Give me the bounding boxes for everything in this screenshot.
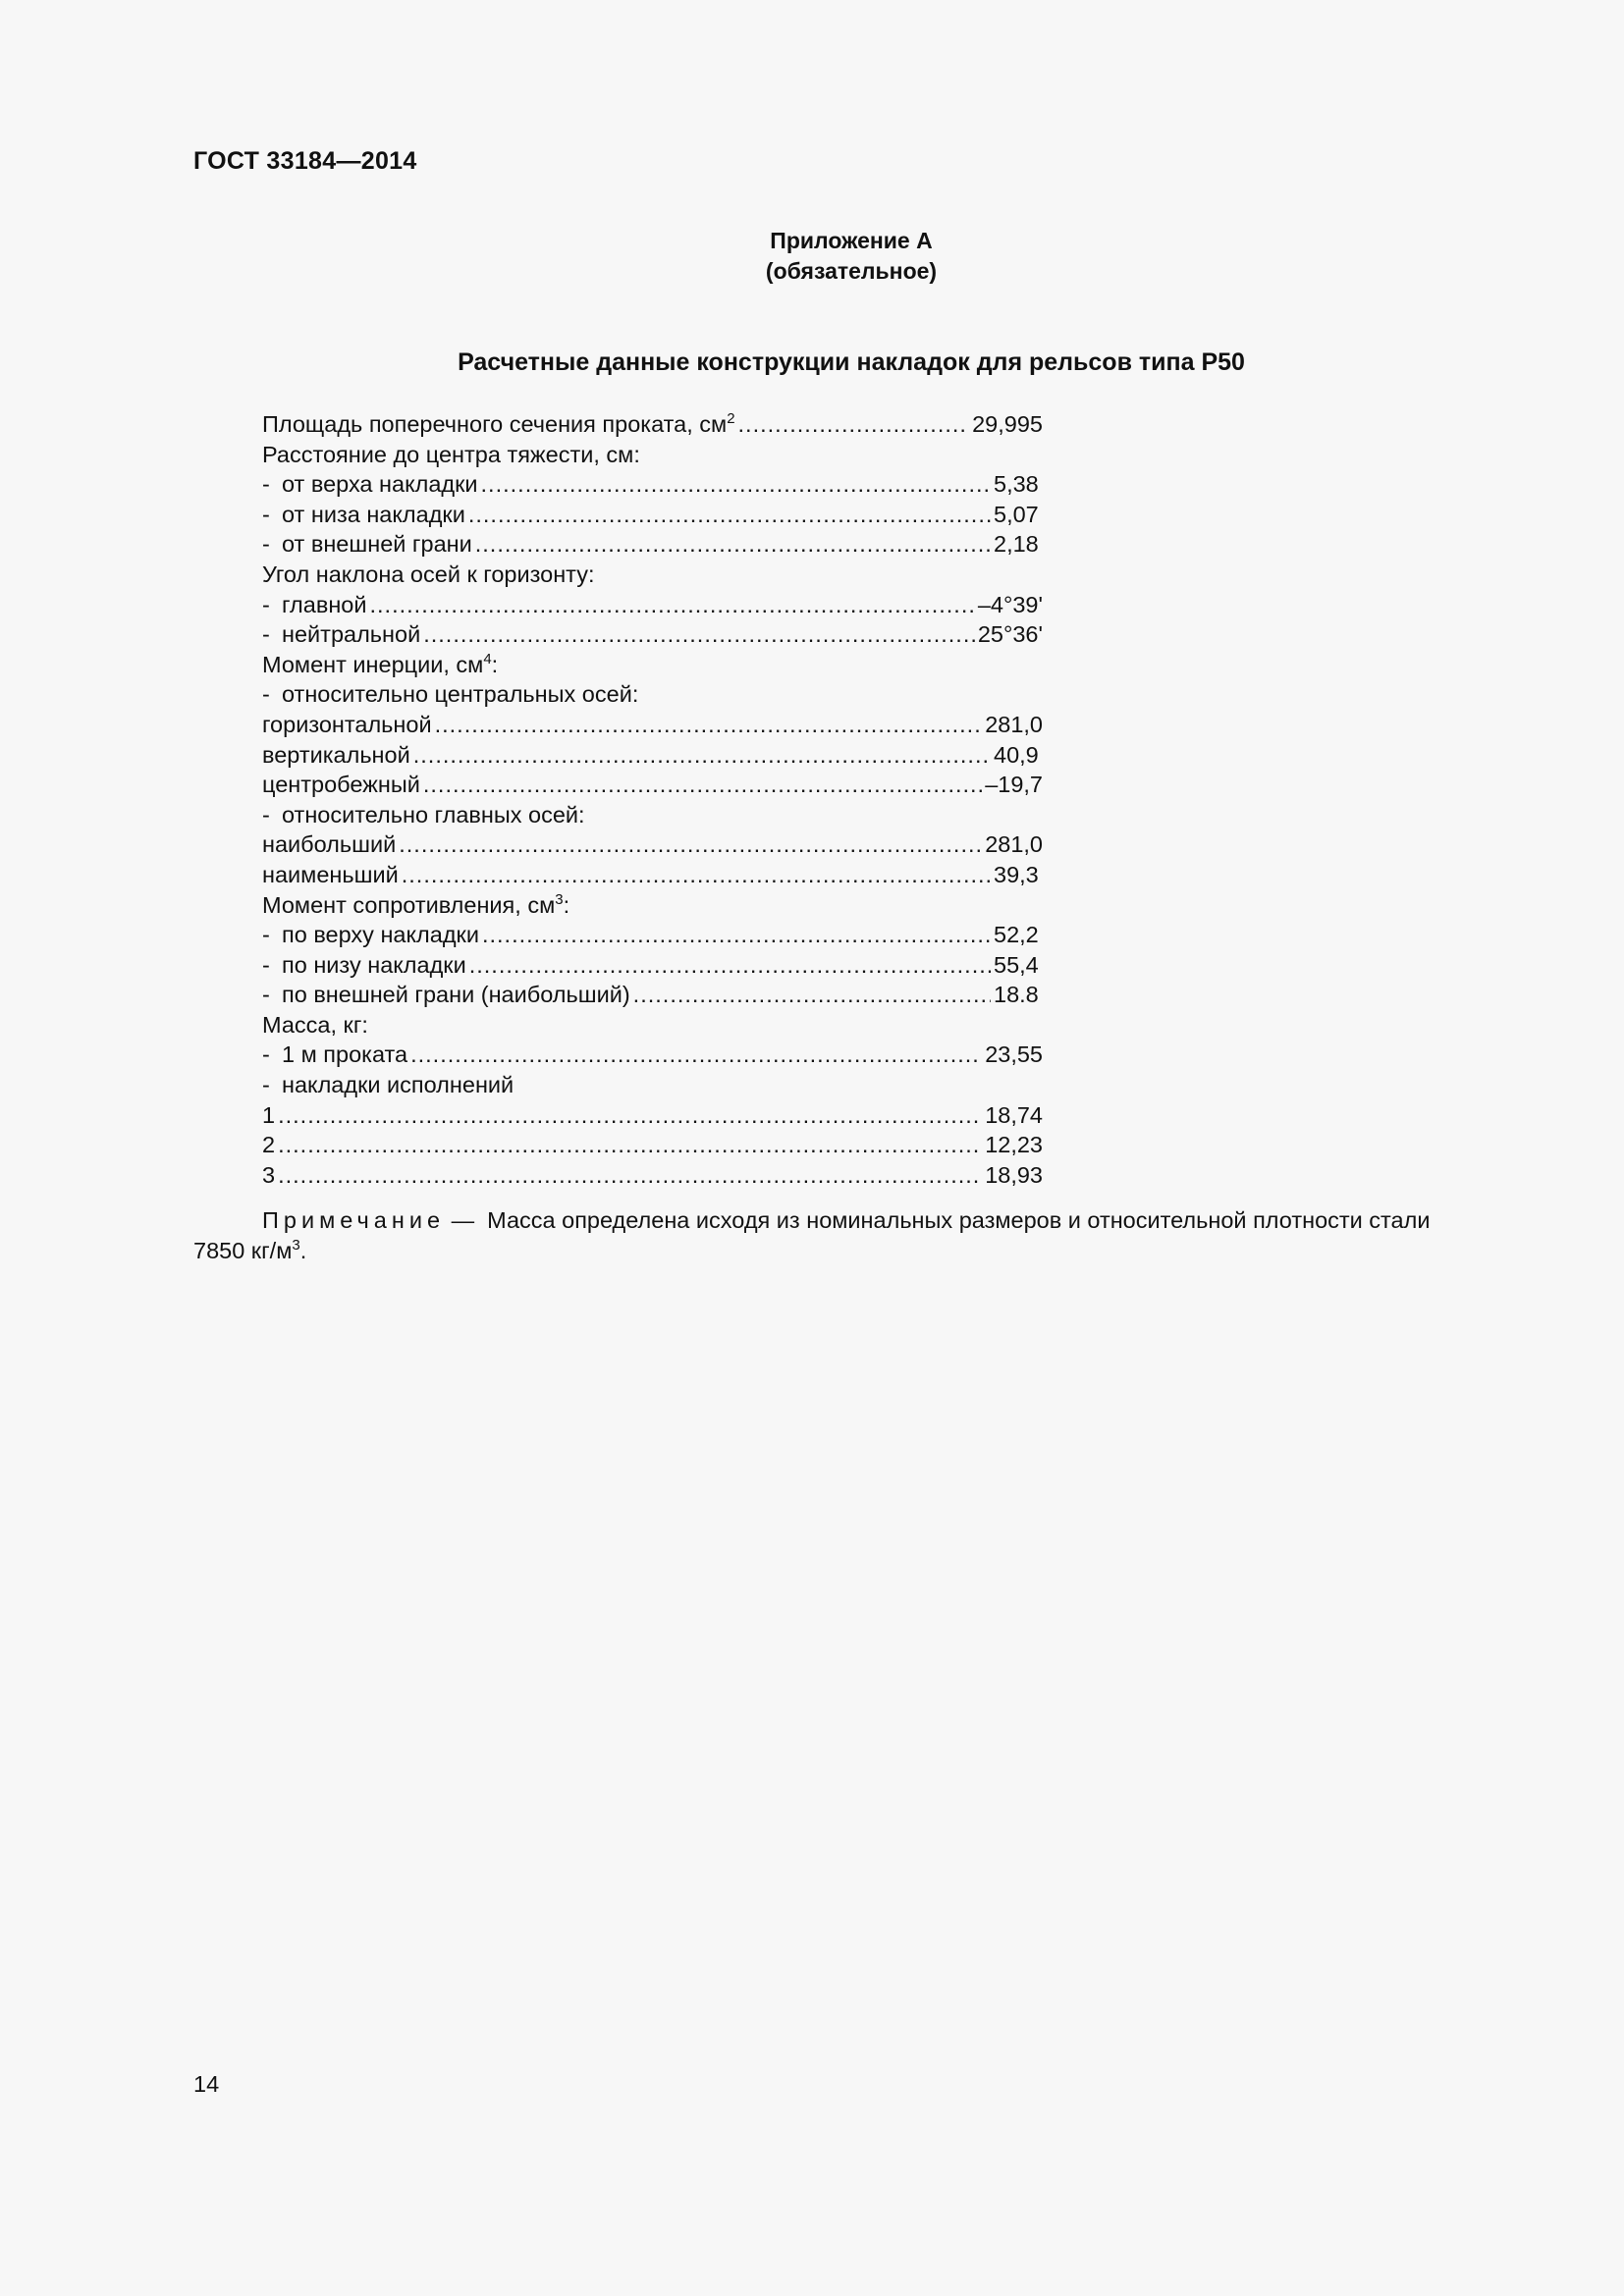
dist-top-label: от верха накладки [282,471,478,498]
list-item [262,529,1043,560]
resistance-superscript: 3 [555,890,564,908]
distance-heading: Расстояние до центра тяжести, см: [262,441,640,467]
dot-leader [410,1040,982,1070]
dash-bullet: - [262,951,270,978]
appendix-heading [0,226,1624,287]
note-separator: — [451,1207,475,1233]
dash-bullet: - [262,1041,270,1068]
dot-leader [469,950,991,981]
inertia-central-text: относительно центральных осей: [282,681,639,708]
page-number: 14 [193,2071,220,2097]
list-item [262,1160,1043,1191]
list-item [262,710,1043,740]
dist-top-value: 5,38 [994,471,1039,498]
list-item [262,980,1043,1010]
variant2-label: 2 [262,1132,276,1158]
list-item [262,829,1043,860]
appendix-status: (обязательное) [765,258,938,284]
dot-leader [278,1130,982,1160]
dot-leader [399,829,982,860]
area-value: 29,995 [972,411,1043,437]
dot-leader [738,409,970,440]
dash-bullet: - [262,501,270,527]
dot-leader [370,590,975,620]
dot-leader [413,740,991,771]
list-item [262,950,1043,981]
list-item [262,1040,1043,1070]
inertia-horizontal-label: горизонтальной [262,711,432,737]
variant1-value: 18,74 [985,1101,1043,1128]
note-text: Масса определена исходя из номинальных размеров и относительной плотности стали [487,1207,1431,1233]
dot-leader [402,860,991,890]
dash-bullet: - [262,681,270,708]
inertia-principal-text: относительно главных осей: [282,801,585,828]
note-superscript: 3 [292,1236,300,1254]
inertia-superscript: 4 [483,650,492,667]
note-end-punct: . [299,1237,307,1263]
list-item [262,619,1043,650]
area-label: Площадь поперечного сечения проката, см [262,411,728,437]
list-item [262,500,1043,530]
variant2-value: 12,23 [985,1132,1043,1158]
mass-heading: Масса, кг: [262,1011,368,1038]
mass-1m-value: 23,55 [985,1041,1043,1068]
area-superscript: 2 [727,410,735,427]
inertia-central-heading [262,679,1126,710]
angle-neutral-value: 25°36' [977,621,1043,648]
note [193,1205,1509,1265]
note-text-end: 7850 кг/м [193,1237,293,1263]
inertia-vertical-value: 40,9 [994,741,1039,768]
inertia-max-value: 281,0 [985,831,1043,858]
note-label: Примечание [262,1207,446,1233]
variant3-label: 3 [262,1161,276,1188]
inertia-centrifugal-label: центробежный [262,772,420,798]
dash-bullet: - [262,531,270,558]
dash-bullet: - [262,982,270,1008]
resistance-heading-text: Момент сопротивления, см [262,891,556,918]
list-item [262,469,1043,500]
list-item [262,770,1043,800]
dist-bottom-value: 5,07 [994,501,1039,527]
res-outer-value: 18.8 [994,982,1039,1008]
dot-leader [278,1100,982,1131]
list-item [262,409,1043,440]
res-bottom-label: по низу накладки [282,951,466,978]
inertia-min-value: 39,3 [994,861,1039,887]
inertia-vertical-label: вертикальной [262,741,410,768]
angle-heading: Угол наклона осей к горизонту: [262,561,595,587]
variant1-label: 1 [262,1101,276,1128]
dash-bullet: - [262,471,270,498]
inertia-principal-heading [262,800,1126,830]
document-code: ГОСТ 33184—2014 [193,147,417,175]
dash-bullet: - [262,1072,270,1098]
dot-leader [423,770,982,800]
dash-bullet: - [262,801,270,828]
dist-outer-value: 2,18 [994,531,1039,558]
variant3-value: 18,93 [985,1161,1043,1188]
list-item [262,590,1043,620]
dot-leader [482,920,991,950]
dot-leader [278,1160,982,1191]
appendix-title: Приложение А [770,228,933,253]
angle-main-value: –4°39' [977,591,1043,617]
list-item [262,740,1043,771]
res-top-value: 52,2 [994,922,1039,948]
mass-variants-heading [262,1070,1126,1100]
dist-outer-label: от внешней грани [282,531,472,558]
dash-bullet: - [262,621,270,648]
resistance-heading: Момент сопротивления, $см^3$: [262,890,570,918]
dot-leader [475,529,991,560]
list-item [262,1100,1043,1131]
inertia-horizontal-value: 281,0 [985,711,1043,737]
dot-leader [633,980,991,1010]
inertia-max-label: наибольший [262,831,397,858]
mass-1m-label: 1 м проката [282,1041,408,1068]
section-title: Расчетные данные конструкции накладок для рельсов типа Р50 [458,348,1245,376]
dot-leader [468,500,991,530]
angle-neutral-label: нейтральной [282,621,421,648]
inertia-min-label: наименьший [262,861,399,887]
inertia-heading-text: Момент инерции, см [262,651,484,677]
inertia-heading: Момент инерции, $см^4$: [262,650,499,677]
res-outer-label: по внешней грани (наибольший) [282,982,630,1008]
list-item [262,860,1043,890]
dot-leader [423,619,975,650]
res-bottom-value: 55,4 [994,951,1039,978]
dot-leader [435,710,983,740]
mass-variants-text: накладки исполнений [282,1072,514,1098]
dash-bullet: - [262,922,270,948]
dist-bottom-label: от низа накладки [282,501,465,527]
list-item [262,920,1043,950]
dot-leader [481,469,991,500]
dash-bullet: - [262,591,270,617]
res-top-label: по верху накладки [282,922,479,948]
list-item [262,1130,1043,1160]
design-data-list [262,409,1126,1190]
inertia-centrifugal-value: –19,7 [985,772,1043,798]
angle-main-label: главной [282,591,367,617]
